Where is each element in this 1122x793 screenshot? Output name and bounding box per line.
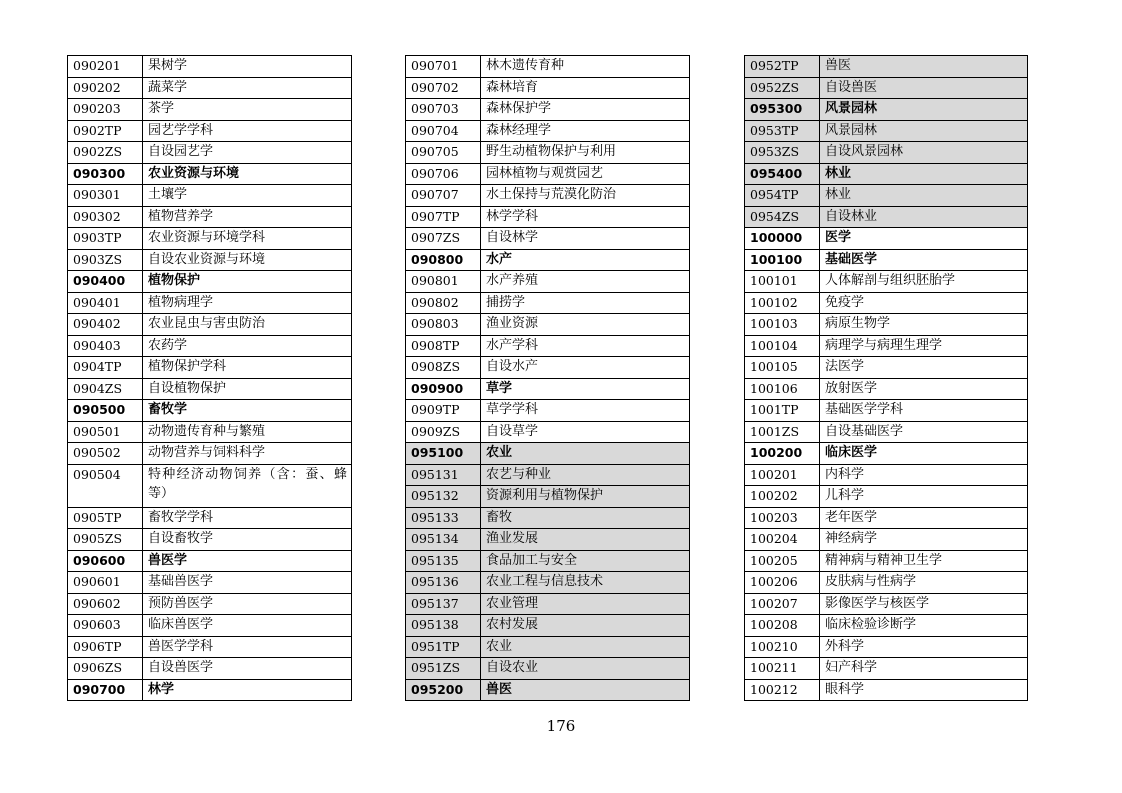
table-row: [406, 486, 690, 508]
discipline-name: 放射医学: [820, 378, 1028, 400]
discipline-name: 野生动植物保护与利用: [481, 142, 690, 164]
discipline-name: 水土保持与荒漠化防治: [481, 185, 690, 207]
discipline-code: 0953TP: [745, 120, 820, 142]
discipline-code: 100204: [745, 529, 820, 551]
discipline-name: 农业昆虫与害虫防治: [143, 314, 352, 336]
table-row: [745, 636, 1028, 658]
table-row: [745, 335, 1028, 357]
discipline-name: 自设风景园林: [820, 142, 1028, 164]
discipline-name: 林业: [820, 185, 1028, 207]
discipline-name: 免疫学: [820, 292, 1028, 314]
page-number: 176: [546, 717, 576, 735]
discipline-code: 090402: [68, 314, 143, 336]
discipline-name: 兽医: [481, 679, 690, 701]
discipline-code: 090401: [68, 292, 143, 314]
discipline-name: 农业资源与环境: [143, 163, 352, 185]
table-row: [68, 615, 352, 637]
table-row: [406, 636, 690, 658]
discipline-name: 茶学: [143, 99, 352, 121]
discipline-name: 兽医: [820, 56, 1028, 78]
discipline-code: 090702: [406, 77, 481, 99]
table-row: [406, 56, 690, 78]
discipline-name: 农业: [481, 443, 690, 465]
discipline-name: 食品加工与安全: [481, 550, 690, 572]
discipline-code: 100101: [745, 271, 820, 293]
discipline-name: 自设兽医学: [143, 658, 352, 680]
discipline-name: 农药学: [143, 335, 352, 357]
table-row: [745, 77, 1028, 99]
discipline-code: 0908TP: [406, 335, 481, 357]
discipline-code: 0908ZS: [406, 357, 481, 379]
discipline-code: 090300: [68, 163, 143, 185]
discipline-code: 0904ZS: [68, 378, 143, 400]
table-row: [68, 249, 352, 271]
discipline-code: 090801: [406, 271, 481, 293]
discipline-code: 100203: [745, 507, 820, 529]
discipline-name: 临床医学: [820, 443, 1028, 465]
discipline-code: 090403: [68, 335, 143, 357]
discipline-code: 095200: [406, 679, 481, 701]
discipline-name: 风景园林: [820, 120, 1028, 142]
discipline-code: 095135: [406, 550, 481, 572]
table-row: [406, 120, 690, 142]
discipline-name: 内科学: [820, 464, 1028, 486]
discipline-code: 090400: [68, 271, 143, 293]
discipline-name: 资源利用与植物保护: [481, 486, 690, 508]
discipline-name: 林业: [820, 163, 1028, 185]
discipline-code: 0951ZS: [406, 658, 481, 680]
table-row: [406, 507, 690, 529]
discipline-code: 090201: [68, 56, 143, 78]
table-row: [406, 464, 690, 486]
table-row: [406, 443, 690, 465]
table-row: [68, 529, 352, 551]
table-row: [745, 228, 1028, 250]
discipline-name: 医学: [820, 228, 1028, 250]
table-row: [745, 464, 1028, 486]
discipline-code: 095100: [406, 443, 481, 465]
discipline-code: 0903ZS: [68, 249, 143, 271]
discipline-name: 畜牧学: [143, 400, 352, 422]
table-row: [745, 56, 1028, 78]
discipline-code: 100100: [745, 249, 820, 271]
discipline-code: 095131: [406, 464, 481, 486]
discipline-code: 090302: [68, 206, 143, 228]
table-row: [406, 529, 690, 551]
discipline-code: 090802: [406, 292, 481, 314]
table-row: [406, 249, 690, 271]
discipline-code: 090703: [406, 99, 481, 121]
table-row: [68, 400, 352, 422]
discipline-code: 090602: [68, 593, 143, 615]
discipline-code: 1001ZS: [745, 421, 820, 443]
table-row: [745, 550, 1028, 572]
discipline-code: 100202: [745, 486, 820, 508]
table-row: [745, 99, 1028, 121]
discipline-name: 园林植物与观赏园艺: [481, 163, 690, 185]
discipline-code: 090701: [406, 56, 481, 78]
discipline-name: 人体解剖与组织胚胎学: [820, 271, 1028, 293]
discipline-code: 100104: [745, 335, 820, 357]
table-row: [68, 120, 352, 142]
discipline-name: 植物营养学: [143, 206, 352, 228]
discipline-code: 0902ZS: [68, 142, 143, 164]
discipline-name: 临床兽医学: [143, 615, 352, 637]
discipline-code: 0952ZS: [745, 77, 820, 99]
table-row: [406, 615, 690, 637]
discipline-name: 基础兽医学: [143, 572, 352, 594]
discipline-name: 森林培育: [481, 77, 690, 99]
discipline-name: 自设林学: [481, 228, 690, 250]
discipline-name: 林学学科: [481, 206, 690, 228]
discipline-code: 0909TP: [406, 400, 481, 422]
discipline-name: 基础医学: [820, 249, 1028, 271]
discipline-name: 临床检验诊断学: [820, 615, 1028, 637]
table-row: [745, 615, 1028, 637]
table-row: [68, 185, 352, 207]
discipline-code: 095137: [406, 593, 481, 615]
discipline-name: 动物营养与饲料科学: [143, 443, 352, 465]
discipline-name: 皮肤病与性病学: [820, 572, 1028, 594]
discipline-name: 自设畜牧学: [143, 529, 352, 551]
discipline-code: 0906ZS: [68, 658, 143, 680]
discipline-name: 老年医学: [820, 507, 1028, 529]
table-row: [745, 507, 1028, 529]
discipline-name: 森林经理学: [481, 120, 690, 142]
table-row: [68, 206, 352, 228]
discipline-name: 渔业资源: [481, 314, 690, 336]
discipline-name: 农业资源与环境学科: [143, 228, 352, 250]
discipline-code: 090203: [68, 99, 143, 121]
discipline-name: 农业工程与信息技术: [481, 572, 690, 594]
discipline-name: 果树学: [143, 56, 352, 78]
discipline-name: 兽医学学科: [143, 636, 352, 658]
discipline-name: 外科学: [820, 636, 1028, 658]
discipline-code: 095134: [406, 529, 481, 551]
discipline-name: 预防兽医学: [143, 593, 352, 615]
discipline-code: 100103: [745, 314, 820, 336]
discipline-code: 090600: [68, 550, 143, 572]
table-row: [68, 56, 352, 78]
discipline-code: 090800: [406, 249, 481, 271]
discipline-name: 畜牧: [481, 507, 690, 529]
discipline-code: 0905TP: [68, 507, 143, 529]
table-row: [745, 142, 1028, 164]
discipline-name: 草学学科: [481, 400, 690, 422]
discipline-code: 095136: [406, 572, 481, 594]
discipline-name: 自设园艺学: [143, 142, 352, 164]
discipline-code: 0907TP: [406, 206, 481, 228]
discipline-name: 法医学: [820, 357, 1028, 379]
discipline-name: 蔬菜学: [143, 77, 352, 99]
table-row: [745, 529, 1028, 551]
discipline-code: 1001TP: [745, 400, 820, 422]
discipline-name: 兽医学: [143, 550, 352, 572]
discipline-name: 眼科学: [820, 679, 1028, 701]
table-row: [745, 593, 1028, 615]
discipline-table-left: [67, 55, 352, 701]
table-row: [68, 292, 352, 314]
table-row: [745, 486, 1028, 508]
discipline-name: 农艺与种业: [481, 464, 690, 486]
discipline-name: 风景园林: [820, 99, 1028, 121]
discipline-code: 090301: [68, 185, 143, 207]
table-row: [406, 378, 690, 400]
discipline-name: 水产养殖: [481, 271, 690, 293]
table-row: [745, 292, 1028, 314]
discipline-name: 畜牧学学科: [143, 507, 352, 529]
discipline-name: 林木遗传育种: [481, 56, 690, 78]
discipline-code: 0905ZS: [68, 529, 143, 551]
discipline-code: 100201: [745, 464, 820, 486]
table-row: [745, 206, 1028, 228]
discipline-code: 0909ZS: [406, 421, 481, 443]
table-row: [745, 378, 1028, 400]
table-row: [68, 357, 352, 379]
table-row: [406, 658, 690, 680]
table-row: [406, 271, 690, 293]
table-row: [745, 443, 1028, 465]
table-row: [68, 679, 352, 701]
discipline-code: 090603: [68, 615, 143, 637]
discipline-code: 100106: [745, 378, 820, 400]
discipline-name: 病原生物学: [820, 314, 1028, 336]
table-row: [68, 271, 352, 293]
table-row: [68, 550, 352, 572]
discipline-name: 水产学科: [481, 335, 690, 357]
discipline-name: 农业: [481, 636, 690, 658]
discipline-name: 动物遗传育种与繁殖: [143, 421, 352, 443]
discipline-code: 100207: [745, 593, 820, 615]
discipline-code: 0907ZS: [406, 228, 481, 250]
discipline-code: 100212: [745, 679, 820, 701]
discipline-name: 自设植物保护: [143, 378, 352, 400]
discipline-code: 095133: [406, 507, 481, 529]
discipline-code: 090501: [68, 421, 143, 443]
discipline-code: 090502: [68, 443, 143, 465]
discipline-code: 0906TP: [68, 636, 143, 658]
discipline-name: 儿科学: [820, 486, 1028, 508]
discipline-name: 渔业发展: [481, 529, 690, 551]
discipline-name: 自设草学: [481, 421, 690, 443]
discipline-name: 捕捞学: [481, 292, 690, 314]
discipline-name: 自设基础医学: [820, 421, 1028, 443]
table-row: [406, 163, 690, 185]
discipline-table-middle: [405, 55, 690, 701]
table-row: [406, 314, 690, 336]
discipline-code: 095300: [745, 99, 820, 121]
table-row: [406, 421, 690, 443]
discipline-code: 100205: [745, 550, 820, 572]
discipline-name: 病理学与病理生理学: [820, 335, 1028, 357]
discipline-code: 100105: [745, 357, 820, 379]
table-row: [745, 163, 1028, 185]
discipline-code: 090707: [406, 185, 481, 207]
table-row: [68, 77, 352, 99]
discipline-code: 090202: [68, 77, 143, 99]
discipline-name: 基础医学学科: [820, 400, 1028, 422]
discipline-name: 植物保护: [143, 271, 352, 293]
table-row: [68, 658, 352, 680]
table-row: [745, 421, 1028, 443]
discipline-code: 0904TP: [68, 357, 143, 379]
table-row: [406, 77, 690, 99]
discipline-code: 095138: [406, 615, 481, 637]
discipline-code: 0951TP: [406, 636, 481, 658]
table-row: [745, 271, 1028, 293]
discipline-name: 自设兽医: [820, 77, 1028, 99]
discipline-code: 0902TP: [68, 120, 143, 142]
table-row: [406, 572, 690, 594]
discipline-name: 自设农业: [481, 658, 690, 680]
table-row: [406, 206, 690, 228]
discipline-name: 精神病与精神卫生学: [820, 550, 1028, 572]
table-row: [745, 658, 1028, 680]
discipline-name: 土壤学: [143, 185, 352, 207]
table-row: [68, 99, 352, 121]
table-row: [68, 593, 352, 615]
table-row: [68, 142, 352, 164]
discipline-name: 神经病学: [820, 529, 1028, 551]
table-row: [68, 314, 352, 336]
table-row: [745, 249, 1028, 271]
discipline-code: 0952TP: [745, 56, 820, 78]
table-row: [406, 185, 690, 207]
table-row: [745, 679, 1028, 701]
discipline-code: 0954TP: [745, 185, 820, 207]
table-row: [406, 335, 690, 357]
discipline-code: 090704: [406, 120, 481, 142]
discipline-code: 0954ZS: [745, 206, 820, 228]
discipline-code: 095400: [745, 163, 820, 185]
table-row: [406, 228, 690, 250]
discipline-name: 植物保护学科: [143, 357, 352, 379]
discipline-name: 特种经济动物饲养（含：蚕、蜂等）: [143, 464, 352, 507]
table-row: [406, 292, 690, 314]
discipline-name: 草学: [481, 378, 690, 400]
table-row: [68, 636, 352, 658]
discipline-name: 林学: [143, 679, 352, 701]
table-row: [406, 357, 690, 379]
discipline-code: 100208: [745, 615, 820, 637]
table-row: [68, 443, 352, 465]
table-row: [406, 142, 690, 164]
discipline-code: 100000: [745, 228, 820, 250]
discipline-code: 100210: [745, 636, 820, 658]
table-row: [406, 679, 690, 701]
discipline-name: 森林保护学: [481, 99, 690, 121]
table-row: [68, 163, 352, 185]
table-row: [745, 314, 1028, 336]
discipline-code: 090900: [406, 378, 481, 400]
discipline-code: 090500: [68, 400, 143, 422]
table-row: [406, 550, 690, 572]
table-row: [745, 400, 1028, 422]
table-row: [68, 464, 352, 507]
table-row: [406, 400, 690, 422]
discipline-name: 植物病理学: [143, 292, 352, 314]
table-row: [406, 593, 690, 615]
discipline-name: 水产: [481, 249, 690, 271]
table-row: [68, 421, 352, 443]
discipline-code: 090504: [68, 464, 143, 507]
discipline-code: 090700: [68, 679, 143, 701]
discipline-name: 自设林业: [820, 206, 1028, 228]
discipline-code: 090705: [406, 142, 481, 164]
discipline-code: 090601: [68, 572, 143, 594]
discipline-name: 自设农业资源与环境: [143, 249, 352, 271]
table-row: [68, 507, 352, 529]
table-row: [68, 228, 352, 250]
discipline-code: 100102: [745, 292, 820, 314]
discipline-code: 090706: [406, 163, 481, 185]
discipline-name: 园艺学学科: [143, 120, 352, 142]
discipline-code: 100200: [745, 443, 820, 465]
discipline-code: 100211: [745, 658, 820, 680]
table-row: [745, 572, 1028, 594]
discipline-code: 100206: [745, 572, 820, 594]
discipline-name: 农业管理: [481, 593, 690, 615]
discipline-name: 自设水产: [481, 357, 690, 379]
discipline-code: 0953ZS: [745, 142, 820, 164]
table-row: [745, 120, 1028, 142]
discipline-name: 妇产科学: [820, 658, 1028, 680]
table-row: [745, 185, 1028, 207]
discipline-table-right: [744, 55, 1028, 701]
table-row: [745, 357, 1028, 379]
table-row: [68, 378, 352, 400]
discipline-code: 095132: [406, 486, 481, 508]
discipline-code: 0903TP: [68, 228, 143, 250]
discipline-code: 090803: [406, 314, 481, 336]
table-row: [406, 99, 690, 121]
table-row: [68, 335, 352, 357]
discipline-name: 影像医学与核医学: [820, 593, 1028, 615]
table-row: [68, 572, 352, 594]
discipline-name: 农村发展: [481, 615, 690, 637]
